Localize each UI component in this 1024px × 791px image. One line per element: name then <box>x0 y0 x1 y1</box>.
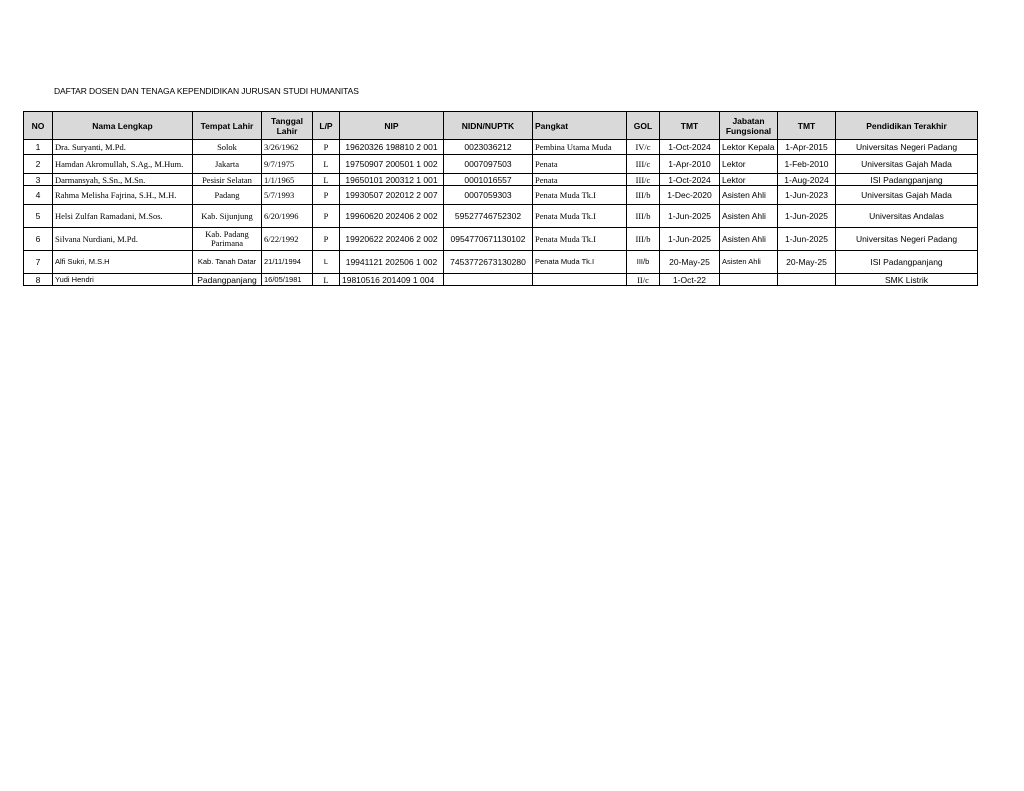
cell-nama: Alfi Sukri, M.S.H <box>53 251 193 274</box>
cell-nama: Darmansyah, S.Sn., M.Sn. <box>53 174 193 186</box>
cell-gol: II/c <box>627 274 660 286</box>
cell-nama: Hamdan Akromullah, S.Ag., M.Hum. <box>53 155 193 174</box>
column-header-nip: NIP <box>340 112 444 140</box>
cell-no: 7 <box>24 251 53 274</box>
cell-tmt-jabatan <box>778 274 836 286</box>
cell-jabatan: Lektor Kepala <box>720 140 778 155</box>
cell-tanggal-lahir: 5/7/1993 <box>262 186 313 205</box>
column-header-tmt: TMT <box>660 112 720 140</box>
cell-pendidikan: Universitas Andalas <box>836 205 978 228</box>
cell-pangkat: Pembina Utama Muda <box>533 140 627 155</box>
cell-gol: III/b <box>627 251 660 274</box>
cell-nama: Dra. Suryanti, M.Pd. <box>53 140 193 155</box>
cell-nip: 19620326 198810 2 001 <box>340 140 444 155</box>
cell-nip: 19941121 202506 1 002 <box>340 251 444 274</box>
table-row <box>24 251 978 274</box>
table-row <box>24 140 978 155</box>
column-header-nidn: NIDN/NUPTK <box>444 112 533 140</box>
column-header-lp: L/P <box>313 112 340 140</box>
table-row <box>24 186 978 205</box>
cell-jabatan: Asisten Ahli <box>720 205 778 228</box>
cell-pendidikan: Universitas Negeri Padang <box>836 140 978 155</box>
cell-tmt: 20-May-25 <box>660 251 720 274</box>
cell-nidn: 0954770671130102 <box>444 228 533 251</box>
cell-gol: III/b <box>627 186 660 205</box>
cell-nidn: 0001016557 <box>444 174 533 186</box>
cell-nidn: 0007059303 <box>444 186 533 205</box>
cell-nidn: 0007097503 <box>444 155 533 174</box>
cell-tmt-jabatan: 1-Aug-2024 <box>778 174 836 186</box>
table-row <box>24 274 978 286</box>
cell-nip: 19810516 201409 1 004 <box>340 274 444 286</box>
cell-pangkat: Penata Muda Tk.I <box>533 228 627 251</box>
cell-pendidikan: Universitas Negeri Padang <box>836 228 978 251</box>
cell-no: 1 <box>24 140 53 155</box>
page-title: DAFTAR DOSEN DAN TENAGA KEPENDIDIKAN JURUSAN STUDI HUMANITAS <box>54 86 359 96</box>
cell-pangkat: Penata <box>533 155 627 174</box>
cell-jabatan: Lektor <box>720 174 778 186</box>
cell-nama: Yudi Hendri <box>53 274 193 286</box>
column-header-tmt-jabatan: TMT <box>778 112 836 140</box>
cell-tmt-jabatan: 1-Feb-2010 <box>778 155 836 174</box>
cell-gol: IV/c <box>627 140 660 155</box>
cell-nip: 19750907 200501 1 002 <box>340 155 444 174</box>
table-row <box>24 205 978 228</box>
cell-pendidikan: ISI Padangpanjang <box>836 174 978 186</box>
table-row <box>24 174 978 186</box>
cell-lp: L <box>313 174 340 186</box>
cell-gol: III/b <box>627 228 660 251</box>
cell-no: 5 <box>24 205 53 228</box>
cell-tempat-lahir: Kab. Tanah Datar <box>193 251 262 274</box>
cell-nidn <box>444 274 533 286</box>
column-header-no: NO <box>24 112 53 140</box>
cell-pendidikan: ISI Padangpanjang <box>836 251 978 274</box>
cell-tmt: 1-Oct-22 <box>660 274 720 286</box>
cell-tanggal-lahir: 16/05/1981 <box>262 274 313 286</box>
column-header-pangkat: Pangkat <box>533 112 627 140</box>
cell-lp: L <box>313 251 340 274</box>
table-row <box>24 155 978 174</box>
cell-nama: Rahma Melisha Fajrina, S.H., M.H. <box>53 186 193 205</box>
cell-gol: III/c <box>627 155 660 174</box>
cell-tempat-lahir: Kab. Padang Parimana <box>193 228 262 251</box>
table-row <box>24 228 978 251</box>
cell-jabatan: Asisten Ahli <box>720 251 778 274</box>
cell-no: 8 <box>24 274 53 286</box>
cell-tmt: 1-Apr-2010 <box>660 155 720 174</box>
cell-nip: 19920622 202406 2 002 <box>340 228 444 251</box>
cell-pangkat: Penata Muda Tk.I <box>533 251 627 274</box>
staff-table <box>23 111 978 286</box>
cell-tmt-jabatan: 1-Jun-2025 <box>778 228 836 251</box>
column-header-jabatan: Jabatan Fungsional <box>720 112 778 140</box>
cell-pangkat <box>533 274 627 286</box>
cell-tmt: 1-Jun-2025 <box>660 228 720 251</box>
cell-nidn: 0023036212 <box>444 140 533 155</box>
cell-lp: P <box>313 228 340 251</box>
cell-nama: Helsi Zulfan Ramadani, M.Sos. <box>53 205 193 228</box>
cell-no: 6 <box>24 228 53 251</box>
cell-tmt-jabatan: 1-Jun-2023 <box>778 186 836 205</box>
cell-nama: Silvana Nurdiani, M.Pd. <box>53 228 193 251</box>
cell-jabatan: Asisten Ahli <box>720 186 778 205</box>
column-header-tanggal-lahir: Tanggal Lahir <box>262 112 313 140</box>
cell-no: 2 <box>24 155 53 174</box>
cell-lp: L <box>313 274 340 286</box>
cell-nip: 19650101 200312 1 001 <box>340 174 444 186</box>
cell-pendidikan: Universitas Gajah Mada <box>836 155 978 174</box>
cell-nip: 19960620 202406 2 002 <box>340 205 444 228</box>
cell-jabatan: Asisten Ahli <box>720 228 778 251</box>
cell-tanggal-lahir: 9/7/1975 <box>262 155 313 174</box>
column-header-nama: Nama Lengkap <box>53 112 193 140</box>
cell-no: 4 <box>24 186 53 205</box>
cell-lp: P <box>313 205 340 228</box>
cell-tempat-lahir: Padangpanjang <box>193 274 262 286</box>
cell-nidn: 7453772673130280 <box>444 251 533 274</box>
cell-tanggal-lahir: 6/20/1996 <box>262 205 313 228</box>
cell-nip: 19930507 202012 2 007 <box>340 186 444 205</box>
cell-gol: III/c <box>627 174 660 186</box>
cell-tmt: 1-Oct-2024 <box>660 174 720 186</box>
column-header-tempat-lahir: Tempat Lahir <box>193 112 262 140</box>
column-header-gol: GOL <box>627 112 660 140</box>
cell-tanggal-lahir: 21/11/1994 <box>262 251 313 274</box>
cell-tempat-lahir: Pesisir Selatan <box>193 174 262 186</box>
cell-tmt-jabatan: 1-Apr-2015 <box>778 140 836 155</box>
cell-pangkat: Penata Muda Tk.I <box>533 205 627 228</box>
cell-pendidikan: Universitas Gajah Mada <box>836 186 978 205</box>
cell-pendidikan: SMK Listrik <box>836 274 978 286</box>
column-header-pendidikan: Pendidikan Terakhir <box>836 112 978 140</box>
cell-tempat-lahir: Jakarta <box>193 155 262 174</box>
cell-no: 3 <box>24 174 53 186</box>
cell-tmt-jabatan: 1-Jun-2025 <box>778 205 836 228</box>
cell-tanggal-lahir: 3/26/1962 <box>262 140 313 155</box>
cell-nidn: 59527746752302 <box>444 205 533 228</box>
cell-tmt: 1-Oct-2024 <box>660 140 720 155</box>
cell-tempat-lahir: Solok <box>193 140 262 155</box>
cell-tempat-lahir: Padang <box>193 186 262 205</box>
cell-tempat-lahir: Kab. Sijunjung <box>193 205 262 228</box>
cell-tanggal-lahir: 6/22/1992 <box>262 228 313 251</box>
cell-tmt: 1-Jun-2025 <box>660 205 720 228</box>
cell-jabatan: Lektor <box>720 155 778 174</box>
cell-pangkat: Penata Muda Tk.I <box>533 186 627 205</box>
cell-lp: L <box>313 155 340 174</box>
cell-tmt: 1-Dec-2020 <box>660 186 720 205</box>
cell-jabatan <box>720 274 778 286</box>
cell-lp: P <box>313 186 340 205</box>
cell-pangkat: Penata <box>533 174 627 186</box>
cell-lp: P <box>313 140 340 155</box>
cell-tanggal-lahir: 1/1/1965 <box>262 174 313 186</box>
table-header-row <box>24 112 978 140</box>
cell-gol: III/b <box>627 205 660 228</box>
cell-tmt-jabatan: 20-May-25 <box>778 251 836 274</box>
